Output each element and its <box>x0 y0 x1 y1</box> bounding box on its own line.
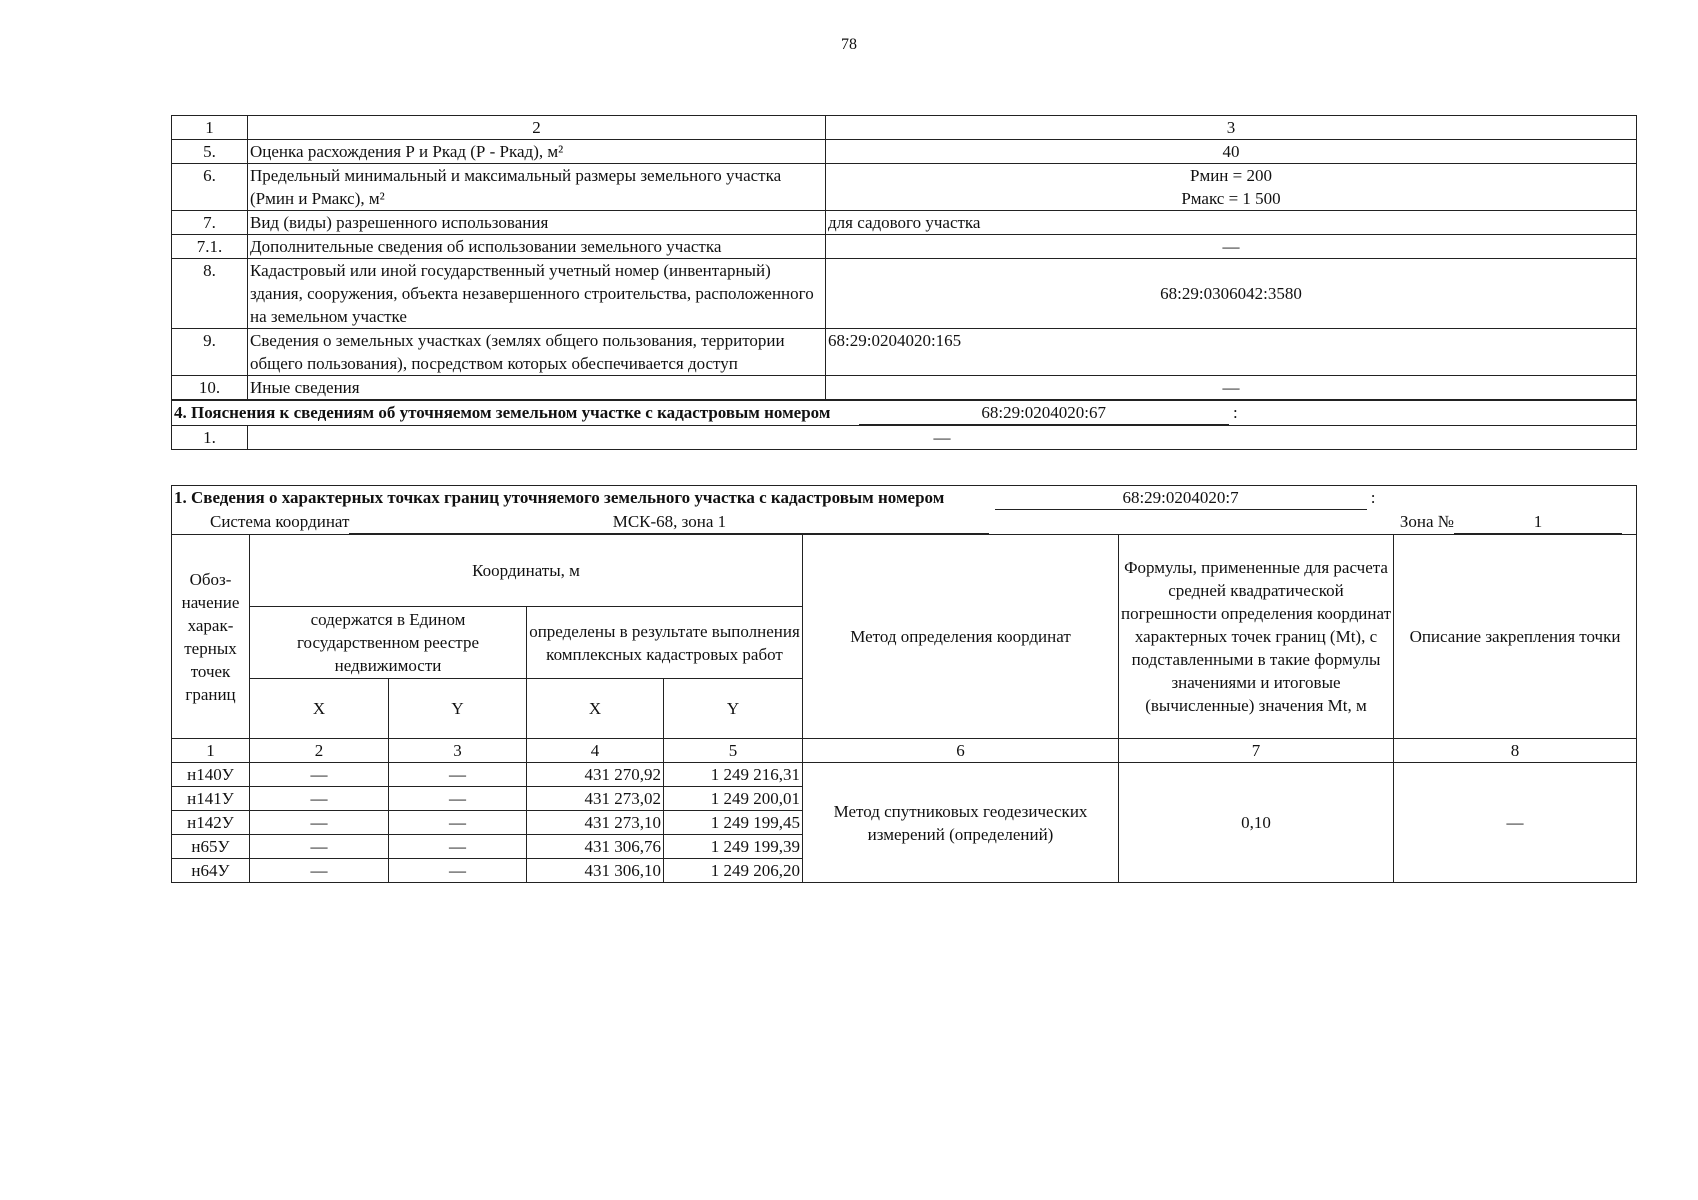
max-size: Рмакс = 1 500 <box>1181 189 1281 208</box>
table-row <box>172 426 1637 450</box>
kkr-x: 431 273,10 <box>527 811 664 835</box>
egrn-x: — <box>250 859 389 883</box>
row-label: Оценка расхождения Р и Ркад (Р - Ркад), м² <box>248 140 826 164</box>
points-table-title: 1. Сведения о характерных точках границ уточняемого земельного участка с кадастровым номером 68:29:0204020:7 : <box>172 486 1637 511</box>
coord-system-label: Система координат <box>210 512 350 531</box>
row-value: 68:29:0204020:165 <box>826 329 1637 376</box>
egrn-x: — <box>250 811 389 835</box>
method-value: Метод спутниковых геодезических измерений (определений) <box>803 763 1119 883</box>
col-number: 7 <box>1119 739 1394 763</box>
formulas-header: Формулы, примененные для расчета средней квадратической погрешности определения координат характерных точек границ (Mt), с подставленными в такие формулы значениями и итоговые (вычисленные) значения Mt, м <box>1119 535 1394 739</box>
egrn-y: — <box>389 763 527 787</box>
row-number: 7.1. <box>172 235 248 259</box>
row-value <box>826 164 1637 211</box>
land-plot-info-table <box>171 115 1637 450</box>
page-number: 78 <box>841 36 857 53</box>
table-row <box>172 235 1637 259</box>
section-4-title: 4. Пояснения к сведениям об уточняемом земельном участке с кадастровым номером 68:29:0204020:67 : <box>172 400 1637 426</box>
col-number: 5 <box>664 739 803 763</box>
col-number: 6 <box>803 739 1119 763</box>
table-row <box>172 329 1637 376</box>
col-number: 8 <box>1394 739 1637 763</box>
kkr-x: 431 306,76 <box>527 835 664 859</box>
kkr-y: 1 249 199,45 <box>664 811 803 835</box>
kkr-y: 1 249 199,39 <box>664 835 803 859</box>
kkr-y: 1 249 216,31 <box>664 763 803 787</box>
table-row <box>172 211 1637 235</box>
row-number: 1. <box>172 426 248 450</box>
row-label: Сведения о земельных участках (землях общего пользования, территории общего пользования), посредством которых обеспечивается доступ <box>248 329 826 376</box>
egrn-header: содержатся в Едином государственном реестре недвижимости <box>250 607 527 679</box>
egrn-y: — <box>389 859 527 883</box>
kkr-y: 1 249 200,01 <box>664 787 803 811</box>
table-row <box>172 140 1637 164</box>
table-row <box>172 376 1637 401</box>
points-cadastral-number: 68:29:0204020:7 <box>995 486 1367 510</box>
point-name: н142У <box>172 811 250 835</box>
row-value: для садового участка <box>826 211 1637 235</box>
table-row <box>172 164 1637 211</box>
row-value: 40 <box>826 140 1637 164</box>
egrn-y: — <box>389 787 527 811</box>
point-name: н64У <box>172 859 250 883</box>
col-number: 1 <box>172 739 250 763</box>
y-header: Y <box>389 679 527 739</box>
egrn-x: — <box>250 787 389 811</box>
row-value: 68:29:0306042:3580 <box>826 259 1637 329</box>
row-label: Иные сведения <box>248 376 826 401</box>
col-number: 2 <box>248 116 826 140</box>
y-header: Y <box>664 679 803 739</box>
row-number: 9. <box>172 329 248 376</box>
row-number: 7. <box>172 211 248 235</box>
egrn-x: — <box>250 835 389 859</box>
coordinates-header: Координаты, м <box>250 535 803 607</box>
mt-value: 0,10 <box>1119 763 1394 883</box>
column-number-row <box>172 739 1637 763</box>
row-label: Дополнительные сведения об использовании земельного участка <box>248 235 826 259</box>
row-number: 6. <box>172 164 248 211</box>
row-number: 10. <box>172 376 248 401</box>
col-number: 3 <box>389 739 527 763</box>
section-4-cadastral-number: 68:29:0204020:67 <box>859 401 1229 425</box>
section-4-title-row <box>172 400 1637 426</box>
kkr-x: 431 273,02 <box>527 787 664 811</box>
method-header: Метод определения координат <box>803 535 1119 739</box>
x-header: X <box>250 679 389 739</box>
kkr-y: 1 249 206,20 <box>664 859 803 883</box>
egrn-x: — <box>250 763 389 787</box>
point-name: н65У <box>172 835 250 859</box>
point-name: н141У <box>172 787 250 811</box>
description-value: — <box>1394 763 1637 883</box>
designation-header: Обоз-начение харак-терных точек границ <box>172 535 250 739</box>
row-value: — <box>826 376 1637 401</box>
zone-number: 1 <box>1454 510 1622 534</box>
min-size: Рмин = 200 <box>1190 166 1272 185</box>
coord-system-row <box>172 510 1637 535</box>
row-number: 8. <box>172 259 248 329</box>
row-label: Предельный минимальный и максимальный размеры земельного участка (Рмин и Рмакс), м² <box>248 164 826 211</box>
row-label: Вид (виды) разрешенного использования <box>248 211 826 235</box>
x-header: X <box>527 679 664 739</box>
table-row <box>172 763 1637 787</box>
kkr-x: 431 306,10 <box>527 859 664 883</box>
boundary-points-table <box>171 485 1637 883</box>
table-row <box>172 259 1637 329</box>
column-number-row <box>172 116 1637 140</box>
row-number: 5. <box>172 140 248 164</box>
egrn-y: — <box>389 835 527 859</box>
col-number: 1 <box>172 116 248 140</box>
point-name: н140У <box>172 763 250 787</box>
row-value: — <box>826 235 1637 259</box>
col-number: 2 <box>250 739 389 763</box>
zone-label: Зона № <box>1399 512 1455 531</box>
row-label: Кадастровый или иной государственный учетный номер (инвентарный) здания, сооружения, объекта незавершенного строительства, расположенного на земельном участке <box>248 259 826 329</box>
kkr-header: определены в результате выполнения комплексных кадастровых работ <box>527 607 803 679</box>
col-number: 3 <box>826 116 1637 140</box>
coord-system: МСК-68, зона 1 <box>349 510 989 534</box>
egrn-y: — <box>389 811 527 835</box>
kkr-x: 431 270,92 <box>527 763 664 787</box>
description-header: Описание закрепления точки <box>1394 535 1637 739</box>
col-number: 4 <box>527 739 664 763</box>
row-value: — <box>248 426 1637 450</box>
